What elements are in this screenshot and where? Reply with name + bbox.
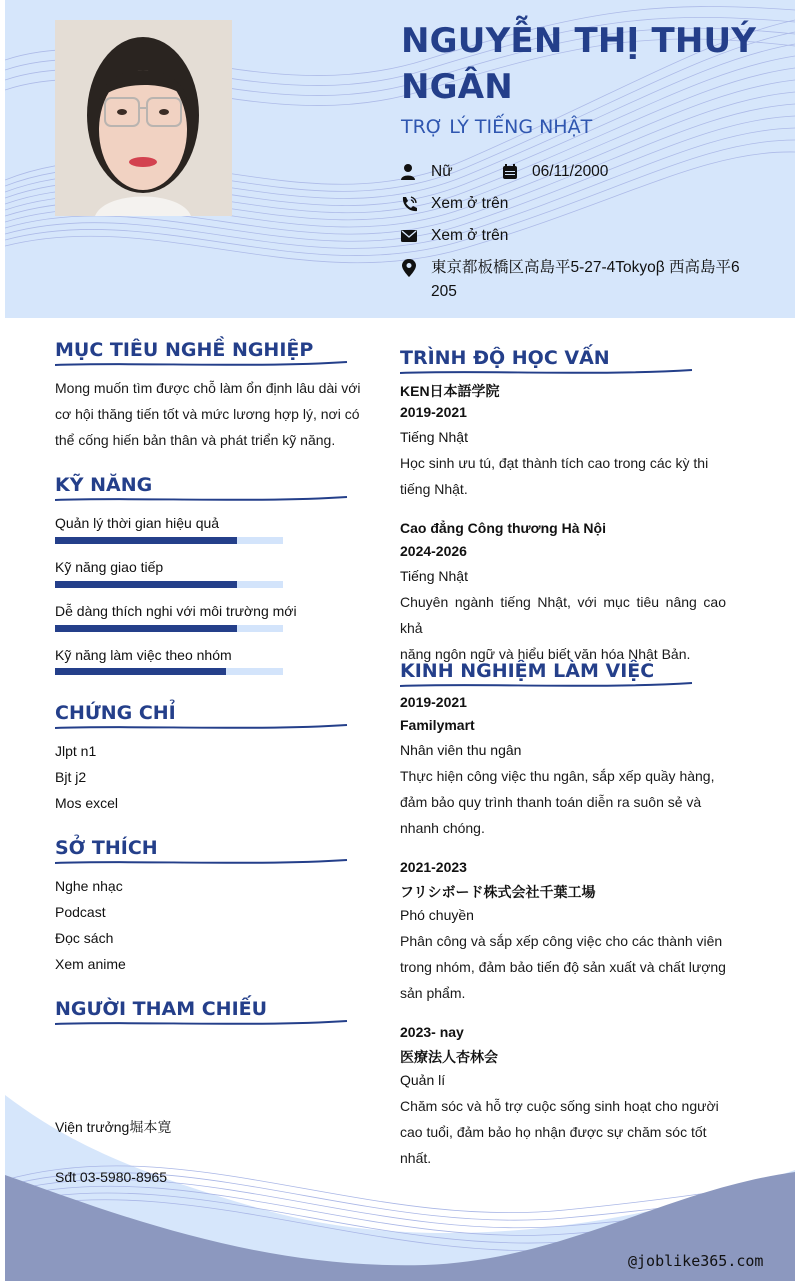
education-school: KEN日本語学院 (400, 383, 500, 399)
calendar-icon (502, 163, 518, 181)
birthdate-row (502, 160, 662, 181)
education-desc-line: Chuyên ngành tiếng Nhật, với mục tiêu nâng cao khả (400, 594, 726, 636)
experience-desc-line: nhanh chóng. (400, 820, 485, 836)
certificates-underline (55, 723, 350, 731)
education-major: Tiếng Nhật (400, 568, 468, 584)
experience-desc-line: Chăm sóc và hỗ trợ cuộc sống sinh hoạt cho người (400, 1098, 719, 1114)
reference-name: Viện trưởng堀本寛 (55, 1119, 172, 1135)
skill-label: Quản lý thời gian hiệu quả (55, 515, 220, 531)
objective-text (55, 375, 361, 453)
objective-line: thể cống hiến bản thân và phát triển kỹ năng. (55, 432, 336, 448)
experience-desc-line: nhất. (400, 1150, 432, 1166)
experience-desc-line: Thực hiện công việc thu ngân, sắp xếp quầy hàng, (400, 768, 715, 784)
certificate-item: Jlpt n1 (55, 743, 97, 759)
skill-bar (55, 581, 283, 588)
skill-label: Dễ dàng thích nghi với môi trường mới (55, 603, 297, 619)
skill-bar-fill (55, 537, 237, 544)
experience-company: フリシボード株式会社千葉工場 (400, 884, 596, 900)
address-line2: 205 (431, 283, 457, 300)
education-desc (400, 450, 726, 502)
skill-bar-fill (55, 625, 237, 632)
location-icon (401, 259, 417, 277)
footer-watermark: @joblike365.com (628, 1252, 764, 1270)
skill-bar (55, 537, 283, 544)
education-period: 2024-2026 (400, 543, 467, 559)
hobbies-title: SỞ THÍCH (55, 837, 158, 859)
hobbies-underline (55, 858, 350, 866)
education-underline (400, 368, 695, 376)
skill-label: Kỹ năng giao tiếp (55, 559, 164, 575)
objective-title: MỤC TIÊU NGHỀ NGHIỆP (55, 339, 314, 361)
experience-desc-line: Phân công và sắp xếp công việc cho các thành viên (400, 933, 723, 949)
experience-period: 2023- nay (400, 1024, 464, 1040)
skill-bar-fill (55, 581, 237, 588)
hobby-item: Podcast (55, 904, 106, 920)
address-line1: 東京都板橋区高島平5-27-4Tokyoβ 西高島平6 (431, 259, 740, 276)
candidate-role: TRỢ LÝ TIẾNG NHẬT (401, 116, 593, 138)
education-major: Tiếng Nhật (400, 429, 468, 445)
certificate-item: Bjt j2 (55, 769, 87, 785)
birthdate-value: 06/11/2000 (532, 163, 609, 180)
education-school: Cao đẳng Công thương Hà Nội (400, 520, 606, 536)
email-row (401, 224, 601, 245)
certificates-title: CHỨNG CHỈ (55, 702, 176, 724)
experience-desc-line: cao tuổi, đảm bảo họ nhận được sự chăm sóc tốt (400, 1124, 707, 1140)
hobby-item: Nghe nhạc (55, 878, 123, 894)
candidate-name: NGUYỄN THỊ THUÝ NGÂN (401, 21, 757, 107)
experience-desc (400, 1093, 726, 1171)
experience-title: KINH NGHIỆM LÀM VIỆC (400, 660, 655, 682)
experience-desc-line: sản phẩm. (400, 985, 466, 1001)
experience-company: 医療法人杏林会 (400, 1049, 498, 1065)
experience-position: Quản lí (400, 1072, 446, 1088)
education-desc-line: Học sinh ưu tú, đạt thành tích cao trong các kỳ thi (400, 455, 709, 471)
skills-title: KỸ NĂNG (55, 474, 153, 496)
education-desc-line: năng ngôn ngữ và hiểu biết văn hóa Nhật Bản. (400, 646, 691, 662)
experience-desc-line: trong nhóm, đảm bảo tiến độ sản xuất và chất lượng (400, 959, 726, 975)
experience-company: Familymart (400, 717, 475, 733)
education-title: TRÌNH ĐỘ HỌC VẤN (400, 347, 610, 369)
gender-value: Nữ (431, 163, 453, 180)
certificate-item: Mos excel (55, 795, 119, 811)
phone-value: Xem ở trên (431, 195, 509, 212)
skill-label: Kỹ năng làm việc theo nhóm (55, 647, 232, 663)
experience-desc (400, 763, 726, 841)
skill-bar (55, 668, 283, 675)
objective-line: Mong muốn tìm được chỗ làm ổn định lâu dài với (55, 380, 361, 396)
education-desc-line: tiếng Nhật. (400, 481, 468, 497)
objective-line: cơ hội thăng tiến tốt và mức lương hợp lý, nơi có (55, 406, 360, 422)
phone-row (401, 192, 601, 213)
education-desc (400, 589, 726, 667)
hobby-item: Xem anime (55, 956, 126, 972)
phone-icon (401, 195, 417, 213)
experience-desc (400, 928, 726, 1006)
experience-period: 2021-2023 (400, 859, 467, 875)
profile-photo (55, 20, 232, 216)
hobby-item: Đọc sách (55, 930, 114, 946)
objective-underline (55, 360, 350, 368)
mail-icon (401, 227, 417, 245)
reference-phone: Sđt 03-5980-8965 (55, 1169, 168, 1185)
email-value: Xem ở trên (431, 227, 509, 244)
skill-bar-fill (55, 668, 226, 675)
references-title: NGƯỜI THAM CHIẾU (55, 998, 268, 1020)
user-icon (401, 163, 417, 181)
skill-bar (55, 625, 283, 632)
references-underline (55, 1019, 350, 1027)
experience-period: 2019-2021 (400, 694, 467, 710)
experience-underline (400, 681, 695, 689)
address-row (401, 256, 781, 300)
experience-position: Nhân viên thu ngân (400, 742, 522, 758)
experience-position: Phó chuyền (400, 907, 474, 923)
education-period: 2019-2021 (400, 404, 467, 420)
skills-underline (55, 495, 350, 503)
experience-desc-line: đảm bảo quy trình thanh toán diễn ra suôn sẻ và (400, 794, 702, 810)
